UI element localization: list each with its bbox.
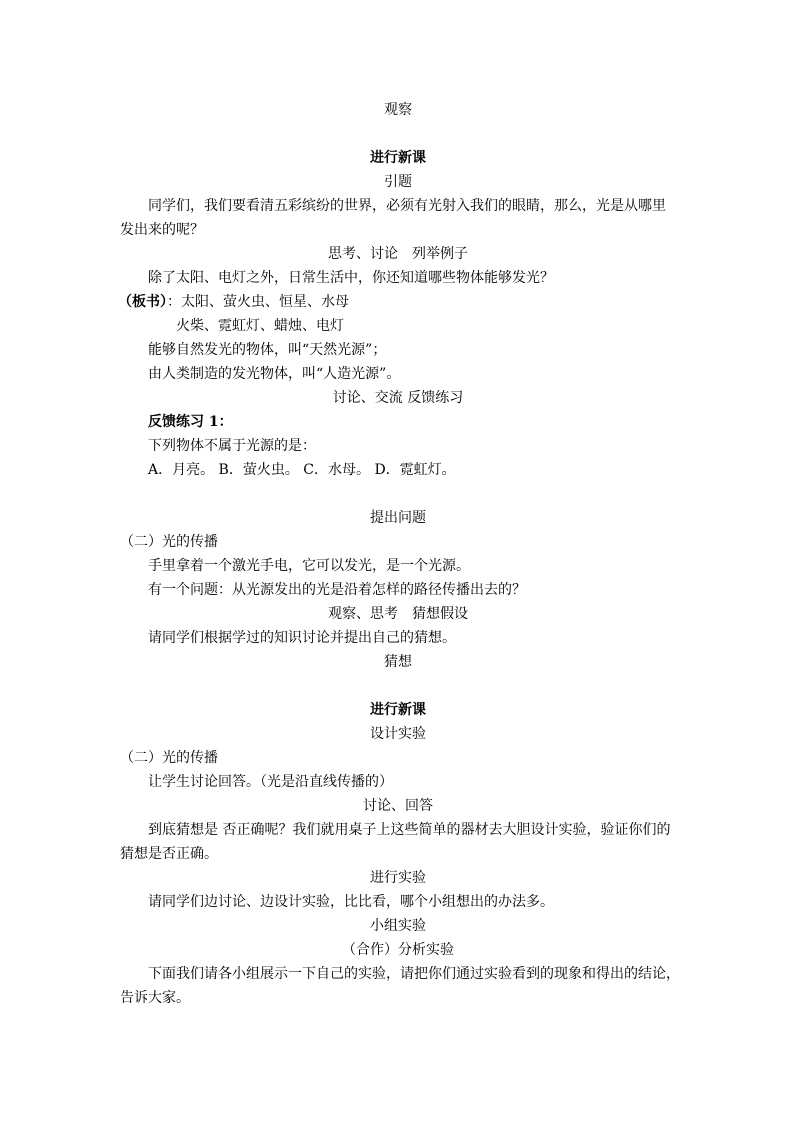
activity-label: 讨论、回答 [363, 798, 433, 814]
definition-artificial: 由人类制造的发光物体，叫“人造光源”。 [148, 366, 401, 382]
topic-light-propagation: （二）光的传播 [120, 534, 218, 550]
activity-label-guess: 猜想 [384, 654, 412, 670]
definition-natural: 能够自然发光的物体，叫“天然光源”； [148, 342, 387, 358]
activity-label: （合作）分析实验 [342, 942, 454, 958]
activity-label: 讨论、交流 反馈练习 [332, 390, 464, 406]
subheading-design-experiment: 设计实验 [370, 726, 426, 742]
subheading-raise-question: 提出问题 [370, 510, 426, 526]
paragraph-line: 猜想是否正确。 [120, 846, 218, 862]
board-items-line2: 火柴、霓虹灯、蜡烛、电灯 [176, 318, 344, 334]
paragraph-line: 手里拿着一个激光手电，它可以发光，是一个光源。 [148, 558, 470, 574]
paragraph-line: 下面我们请各小组展示一下自己的实验，请把你们通过实验看到的现象和得出的结论， [148, 966, 680, 982]
paragraph-line: 请同学们边讨论、边设计实验，比比看，哪个小组想出的办法多。 [148, 894, 554, 910]
paragraph-line: 让学生讨论回答。（光是沿直线传播的） [148, 774, 393, 790]
exercise-title: 反馈练习 1： [148, 414, 233, 430]
section-heading-new-lesson: 进行新课 [370, 150, 426, 166]
board-items: ：太阳、萤火虫、恒星、水母 [167, 294, 349, 310]
paragraph-line: 同学们，我们要看清五彩缤纷的世界，必须有光射入我们的眼睛，那么，光是从哪里 [148, 198, 666, 214]
activity-label: 小组实验 [370, 918, 426, 934]
board-label: （板书） [118, 294, 167, 310]
activity-label: 进行实验 [370, 870, 426, 886]
question-line: 除了太阳、电灯之外，日常生活中，你还知道哪些物体能够发光？ [148, 270, 554, 286]
subheading-introduction: 引题 [384, 174, 412, 190]
exercise-question: 下列物体不属于光源的是： [148, 438, 316, 454]
exercise-options: A．月亮。 B．萤火虫。 C．水母。 D．霓虹灯。 [148, 462, 456, 478]
paragraph-line: 发出来的呢？ [120, 222, 204, 238]
activity-label: 思考、讨论 列举例子 [328, 246, 468, 262]
board-notes [118, 292, 349, 312]
paragraph-line: 到底猜想是 否正确呢？我们就用桌子上这些简单的器材去大胆设计实验，验证你们的 [148, 822, 671, 838]
paragraph-line: 有一个问题：从光源发出的光是沿着怎样的路径传播出去的？ [148, 582, 526, 598]
heading-observe: 观察 [384, 102, 412, 118]
activity-label: 观察、思考 猜想假设 [328, 606, 468, 622]
paragraph-line: 告诉大家。 [120, 990, 190, 1006]
paragraph-line: 请同学们根据学过的知识讨论并提出自己的猜想。 [148, 630, 456, 646]
section-heading-new-lesson: 进行新课 [370, 702, 426, 718]
topic-light-propagation: （二）光的传播 [120, 750, 218, 766]
